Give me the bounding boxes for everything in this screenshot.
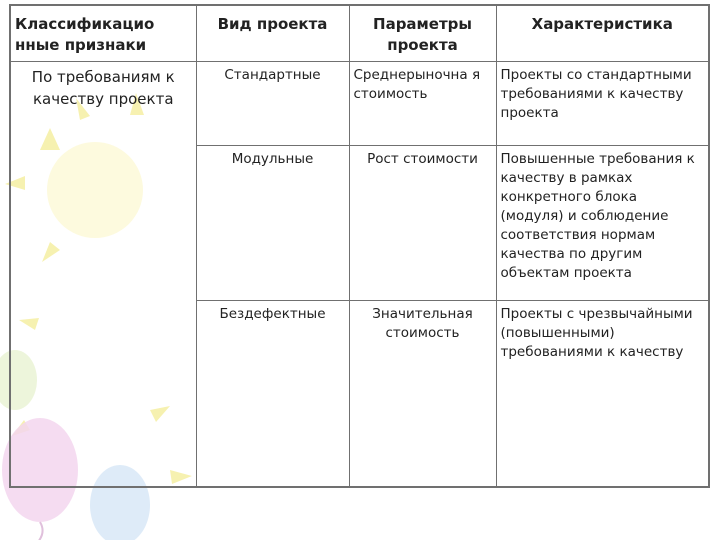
project-description-cell: Проекты с чрезвычайными (повышенными) требованиями к качеству <box>496 300 709 487</box>
project-description-cell: Проекты со стандартными требованиями к качеству проекта <box>496 61 709 145</box>
project-params-cell: Рост стоимости <box>349 145 496 300</box>
table-header-row <box>10 5 709 61</box>
project-type-cell: Стандартные <box>196 61 349 145</box>
header-project-type: Вид проекта <box>196 5 349 61</box>
project-type-cell: Бездефектные <box>196 300 349 487</box>
project-params-cell: Значительная стоимость <box>349 300 496 487</box>
table-row <box>10 61 709 145</box>
header-classification-criteria: Классификацио нные признаки <box>10 5 196 61</box>
group-label-quality-requirements: По требованиям к качеству проекта <box>10 61 196 487</box>
project-params-cell: Среднерыночна я стоимость <box>349 61 496 145</box>
classification-table-container <box>9 4 708 488</box>
header-project-parameters: Параметры проекта <box>349 5 496 61</box>
project-type-cell: Модульные <box>196 145 349 300</box>
project-description-cell: Повышенные требования к качеству в рамках конкретного блока (модуля) и соблюдение соответствия нормам качества по другим объектам проекта <box>496 145 709 300</box>
classification-table <box>9 4 710 488</box>
header-characteristic: Характеристика <box>496 5 709 61</box>
